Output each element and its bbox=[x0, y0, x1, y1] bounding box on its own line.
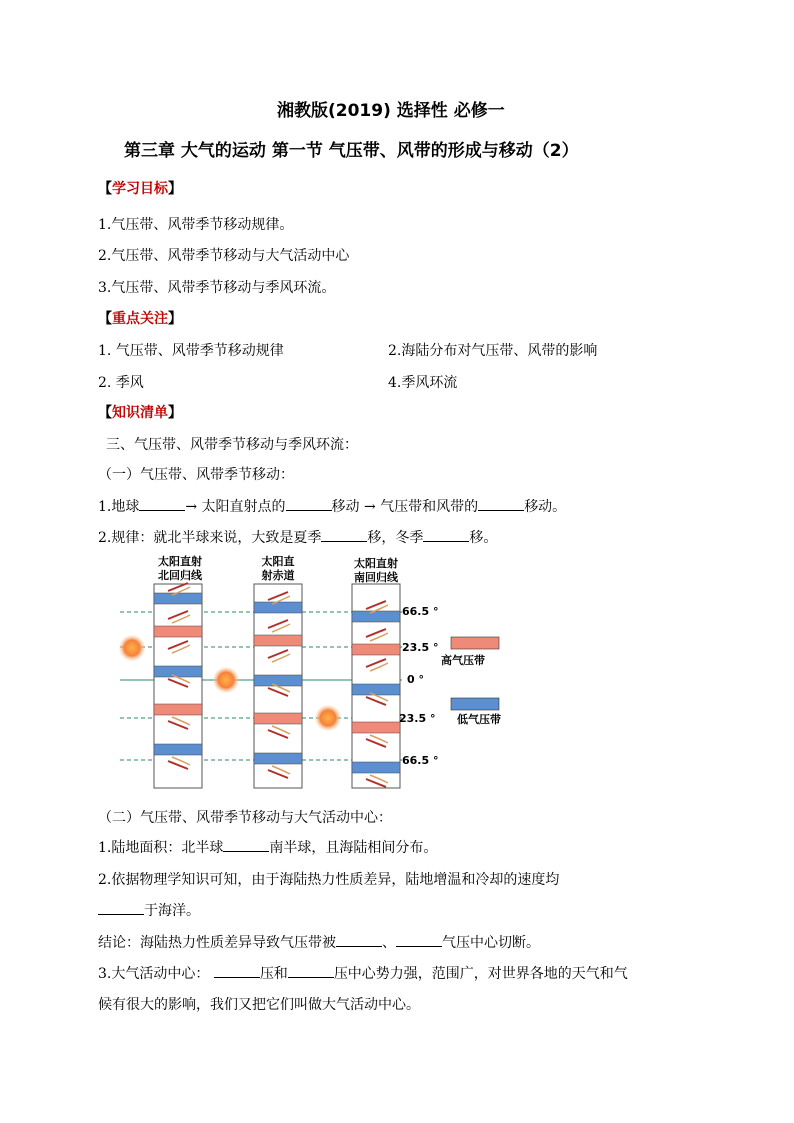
blank-field[interactable] bbox=[214, 965, 260, 978]
high-pressure-band bbox=[254, 713, 302, 724]
low-pressure-band bbox=[352, 611, 400, 622]
blank-field[interactable] bbox=[223, 839, 269, 852]
sun-icon bbox=[315, 705, 341, 731]
title-line1: 湘教版(2019) 选择性 必修一 bbox=[277, 101, 505, 121]
sub1-title: （一）气压带、风带季节移动： bbox=[98, 467, 294, 483]
focus-item-3: 2. 季风 bbox=[98, 375, 144, 391]
part3-title: 三、气压带、风带季节移动与季风环流： bbox=[106, 437, 358, 453]
goal-item-2: 2.气压带、风带季节移动与大气活动中心 bbox=[98, 248, 350, 264]
col3-label-line2: 南回归线 bbox=[354, 571, 398, 584]
sun-icon bbox=[213, 667, 239, 693]
low-pressure-band bbox=[254, 602, 302, 613]
legend-high-label: 高气压带 bbox=[441, 654, 485, 667]
sun-icon bbox=[119, 635, 145, 661]
low-pressure-band bbox=[154, 593, 202, 604]
high-pressure-band bbox=[154, 704, 202, 715]
section-heading-focus: 【重点关注】 bbox=[98, 311, 182, 327]
blank-field[interactable] bbox=[288, 965, 334, 978]
lat-label-66s: 66.5 ° bbox=[402, 754, 439, 767]
low-pressure-band bbox=[254, 753, 302, 764]
lat-label-66n: 66.5 ° bbox=[402, 605, 439, 618]
low-pressure-band bbox=[352, 684, 400, 695]
blank-field[interactable] bbox=[396, 934, 442, 947]
focus-item-1: 1. 气压带、风带季节移动规律 bbox=[98, 343, 284, 359]
knowledge-line-5: 于海洋。 bbox=[98, 900, 200, 920]
low-pressure-band bbox=[254, 675, 302, 686]
knowledge-line-4: 2.依据物理学知识可知，由于海陆热力性质差异，陆地增温和冷却的速度均 bbox=[98, 872, 560, 888]
section-heading-knowledge: 【知识清单】 bbox=[98, 405, 182, 421]
pressure-belt-diagram bbox=[110, 552, 520, 794]
col1-label-line1: 太阳直射 bbox=[158, 555, 202, 568]
high-pressure-band bbox=[154, 626, 202, 637]
col2-label-line2: 射赤道 bbox=[261, 569, 295, 582]
lat-label-0: 0 ° bbox=[407, 673, 424, 686]
blank-field[interactable] bbox=[139, 498, 185, 511]
col1-label-line2: 北回归线 bbox=[158, 569, 202, 582]
high-pressure-band bbox=[352, 644, 400, 655]
focus-item-4: 4.季风环流 bbox=[388, 375, 458, 391]
blank-field[interactable] bbox=[286, 498, 332, 511]
legend-low-swatch bbox=[451, 698, 499, 710]
title-line2: 第三章 大气的运动 第一节 气压带、风带的形成与移动（2） bbox=[124, 141, 579, 161]
goal-item-1: 1.气压带、风带季节移动规律。 bbox=[98, 217, 294, 233]
blank-field[interactable] bbox=[478, 498, 524, 511]
knowledge-line-7: 3.大气活动中心： 压和 压中心势力强，范围广，对世界各地的天气和气 bbox=[98, 966, 628, 982]
low-pressure-band bbox=[154, 666, 202, 677]
section-heading-goals: 【学习目标】 bbox=[98, 181, 182, 197]
lat-label-23s: 23.5 ° bbox=[399, 712, 436, 725]
legend-low-label: 低气压带 bbox=[457, 713, 501, 726]
blank-field[interactable] bbox=[98, 902, 144, 915]
blank-field[interactable] bbox=[321, 529, 367, 542]
focus-item-2: 2.海陆分布对气压带、风带的影响 bbox=[388, 343, 598, 359]
knowledge-line-8: 候有很大的影响，我们又把它们叫做大气活动中心。 bbox=[98, 997, 420, 1013]
legend-high-swatch bbox=[451, 637, 499, 649]
blank-field[interactable] bbox=[423, 529, 469, 542]
lat-label-23n: 23.5 ° bbox=[402, 641, 439, 654]
knowledge-line-3: 1.陆地面积：北半球 南半球，且海陆相间分布。 bbox=[98, 840, 438, 856]
blank-field[interactable] bbox=[336, 934, 382, 947]
low-pressure-band bbox=[154, 744, 202, 755]
high-pressure-band bbox=[352, 722, 400, 733]
goal-item-3: 3.气压带、风带季节移动与季风环流。 bbox=[98, 280, 336, 296]
knowledge-line-2: 2.规律：就北半球来说，大致是夏季 移，冬季 移。 bbox=[98, 530, 498, 546]
high-pressure-band bbox=[254, 635, 302, 646]
knowledge-line-1: 1.地球 → 太阳直射点的 移动 → 气压带和风带的 移动。 bbox=[98, 499, 567, 515]
knowledge-line-6: 结论：海陆热力性质差异导致气压带被 、 气压中心切断。 bbox=[98, 935, 540, 951]
col2-label-line1: 太阳直 bbox=[261, 555, 295, 568]
sub2-title: （二）气压带、风带季节移动与大气活动中心： bbox=[98, 810, 392, 826]
col3-label-line1: 太阳直射 bbox=[354, 557, 398, 570]
low-pressure-band bbox=[352, 762, 400, 773]
